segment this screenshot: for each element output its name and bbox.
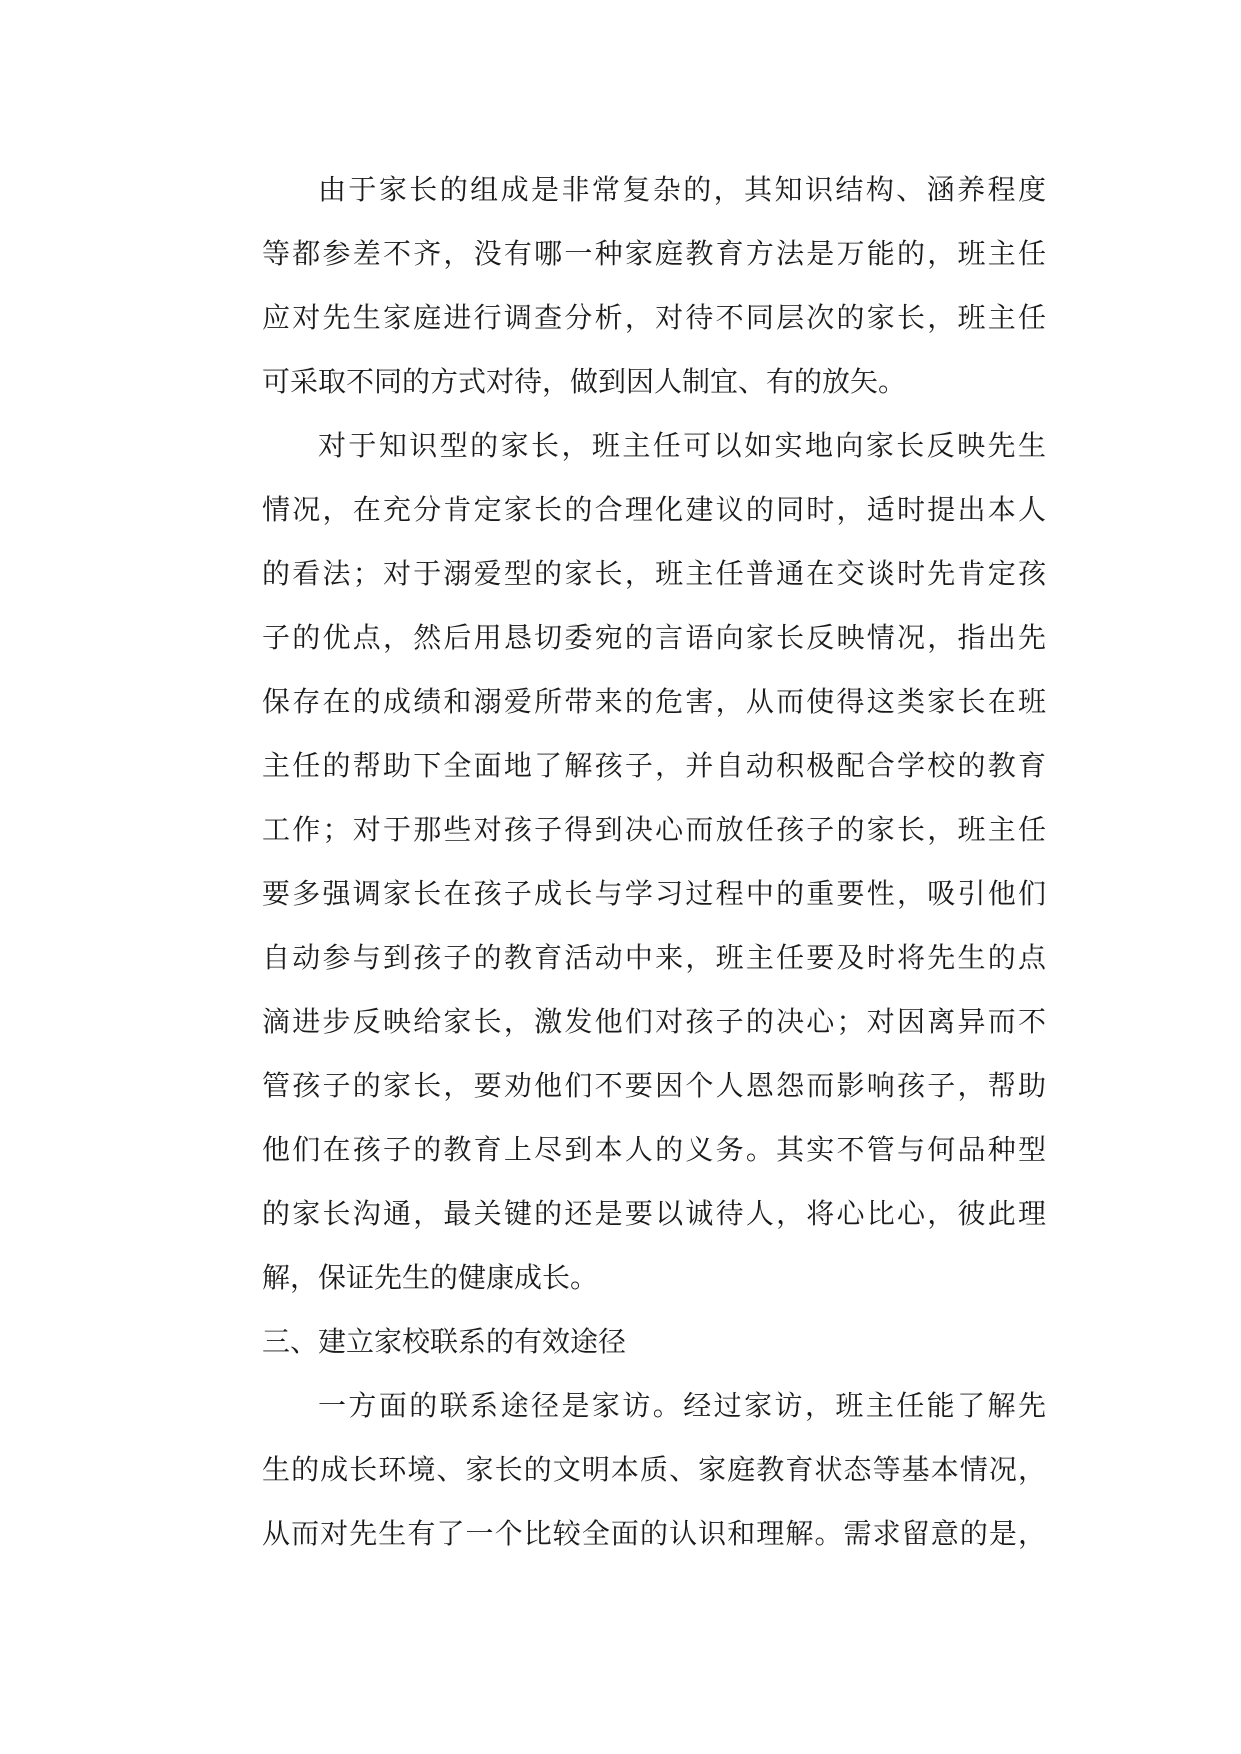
paragraph-2-line-11: 管孩子的家长，要劝他们不要因个人恩怨而影响孩子，帮助 [262, 1069, 1046, 1102]
body-text [262, 158, 1046, 1566]
paragraph-1-line-1: 由于家长的组成是非常复杂的，其知识结构、涵养程度 [318, 173, 1046, 206]
paragraph-2-line-3: 的看法；对于溺爱型的家长，班主任普通在交谈时先肯定孩 [262, 557, 1046, 590]
paragraph-2-line-1: 对于知识型的家长，班主任可以如实地向家长反映先生 [318, 429, 1046, 462]
paragraph-2-line-5: 保存在的成绩和溺爱所带来的危害，从而使得这类家长在班 [262, 685, 1046, 718]
paragraph-2-line-14: 解，保证先生的健康成长。 [262, 1261, 599, 1294]
paragraph-2-line-4: 子的优点，然后用恳切委宛的言语向家长反映情况，指出先 [262, 621, 1046, 654]
paragraph-2-line-2: 情况，在充分肯定家长的合理化建议的同时，适时提出本人 [262, 493, 1046, 526]
paragraph-3-line-1: 一方面的联系途径是家访。经过家访，班主任能了解先 [318, 1389, 1046, 1422]
paragraph-1-line-4: 可采取不同的方式对待，做到因人制宜、有的放矢。 [262, 365, 907, 398]
paragraph-3-line-2: 生的成长环境、家长的文明本质、家庭教育状态等基本情况， [262, 1453, 1046, 1486]
paragraph-2-line-9: 自动参与到孩子的教育活动中来，班主任要及时将先生的点 [262, 941, 1046, 974]
paragraph-2-line-8: 要多强调家长在孩子成长与学习过程中的重要性，吸引他们 [262, 877, 1046, 910]
paragraph-2-line-13: 的家长沟通，最关键的还是要以诚待人，将心比心，彼此理 [262, 1197, 1046, 1230]
paragraph-2-line-6: 主任的帮助下全面地了解孩子，并自动积极配合学校的教育 [262, 749, 1046, 782]
paragraph-2-line-7: 工作；对于那些对孩子得到决心而放任孩子的家长，班主任 [262, 813, 1046, 846]
paragraph-1-line-2: 等都参差不齐，没有哪一种家庭教育方法是万能的，班主任 [262, 237, 1046, 270]
paragraph-1-line-3: 应对先生家庭进行调查分析，对待不同层次的家长，班主任 [262, 301, 1046, 334]
paragraph-3-line-3: 从而对先生有了一个比较全面的认识和理解。需求留意的是， [262, 1517, 1046, 1550]
paragraph-2-line-10: 滴进步反映给家长，激发他们对孩子的决心；对因离异而不 [262, 1005, 1046, 1038]
paragraph-2-line-12: 他们在孩子的教育上尽到本人的义务。其实不管与何品种型 [262, 1133, 1046, 1166]
section-heading: 三、建立家校联系的有效途径 [262, 1325, 627, 1358]
